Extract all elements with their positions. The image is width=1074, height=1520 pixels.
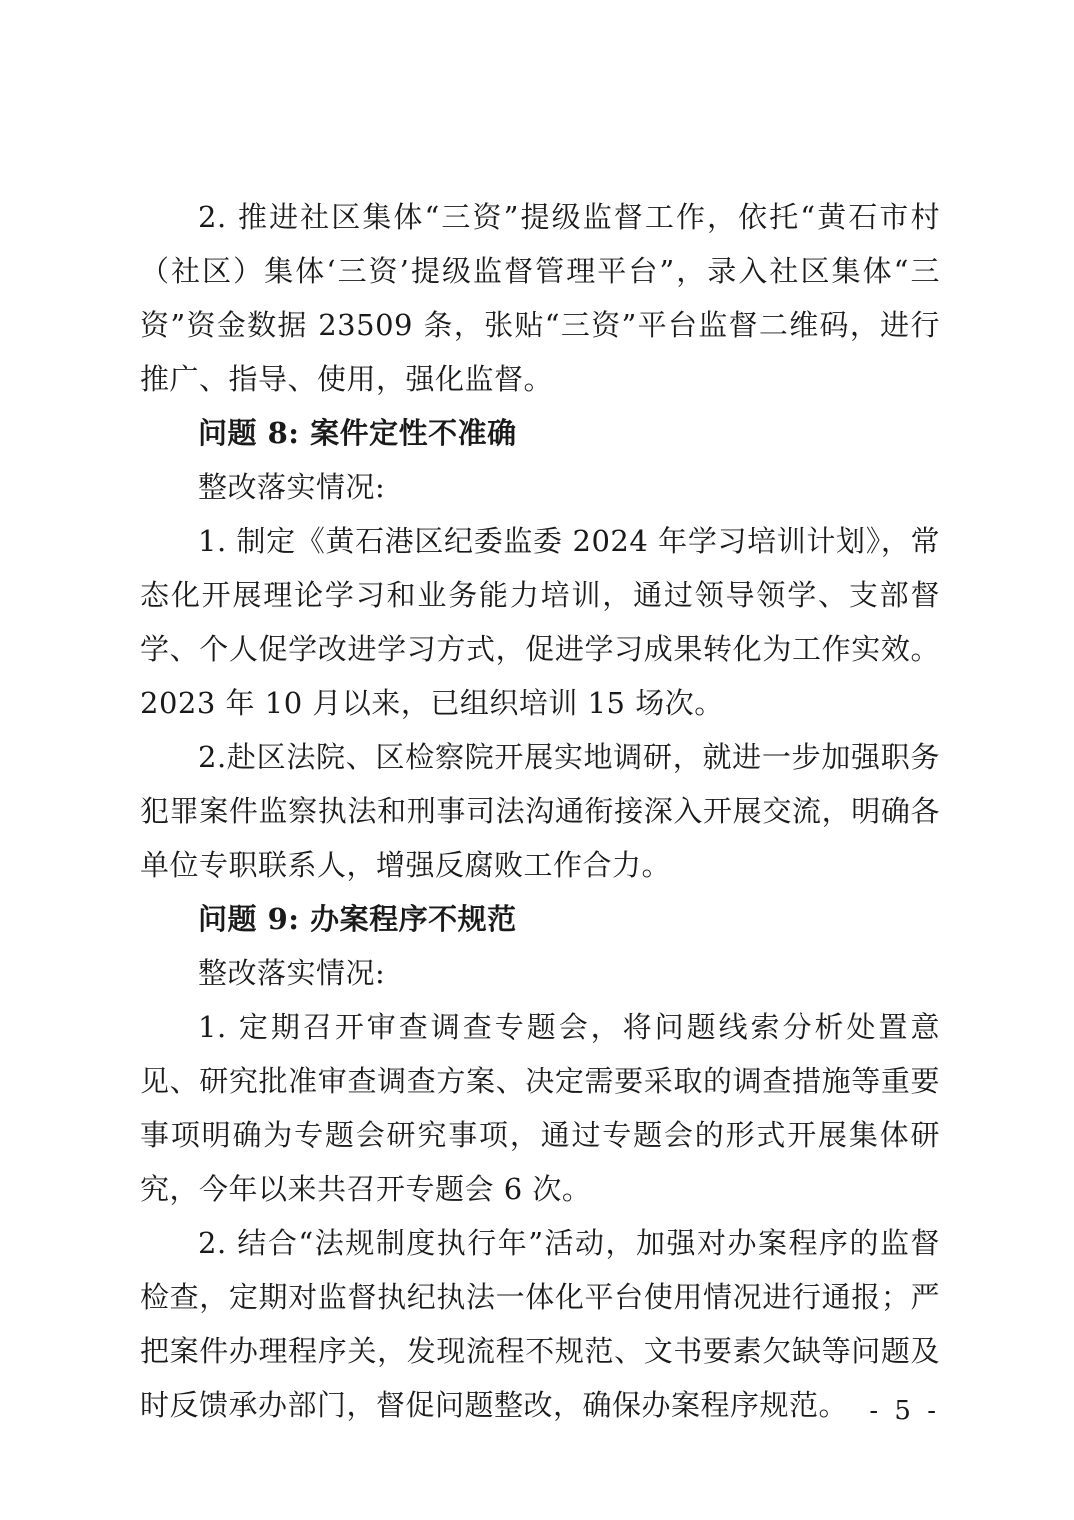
- paragraph-sanzi-supervision: 2. 推进社区集体“三资”提级监督工作，依托“黄石市村（社区）集体‘三资’提级监督管理平台”，录入社区集体“三资”资金数据 23509 条，张贴“三资”平台监督二维码，进行推广、指导、使用，强化监督。: [140, 200, 940, 396]
- paragraph-court-research: 2.赴区法院、区检察院开展实地调研，就进一步加强职务犯罪案件监察执法和刑事司法沟通衔接深入开展交流，明确各单位专职联系人，增强反腐败工作合力。: [140, 740, 940, 882]
- heading-issue-9: 问题 9: 办案程序不规范: [198, 902, 517, 936]
- paragraph-procedure-supervision: 2. 结合“法规制度执行年”活动，加强对办案程序的监督检查，定期对监督执纪执法一体化平台使用情况进行通报；严把案件办理程序关，发现流程不规范、文书要素欠缺等问题及时反馈承办部门，督促问题整改，确保办案程序规范。: [140, 1226, 940, 1422]
- paragraph-special-meetings: 1. 定期召开审查调查专题会，将问题线索分析处置意见、研究批准审查调查方案、决定需要采取的调查措施等重要事项明确为专题会研究事项，通过专题会的形式开展集体研究，今年以来共召开专题会 6 次。: [140, 1010, 940, 1206]
- heading-issue-8: 问题 8: 案件定性不准确: [198, 416, 517, 450]
- subheading-rectification-8: 整改落实情况:: [198, 470, 386, 504]
- paragraph-training-plan: 1. 制定《黄石港区纪委监委 2024 年学习培训计划》，常态化开展理论学习和业务能力培训，通过领导领学、支部督学、个人促学改进学习方式，促进学习成果转化为工作实效。2023 年 10 月以来，已组织培训 15 场次。: [140, 524, 940, 720]
- page-number: - 5 -: [869, 1396, 940, 1426]
- document-body: [140, 190, 940, 1432]
- subheading-rectification-9: 整改落实情况:: [198, 956, 386, 990]
